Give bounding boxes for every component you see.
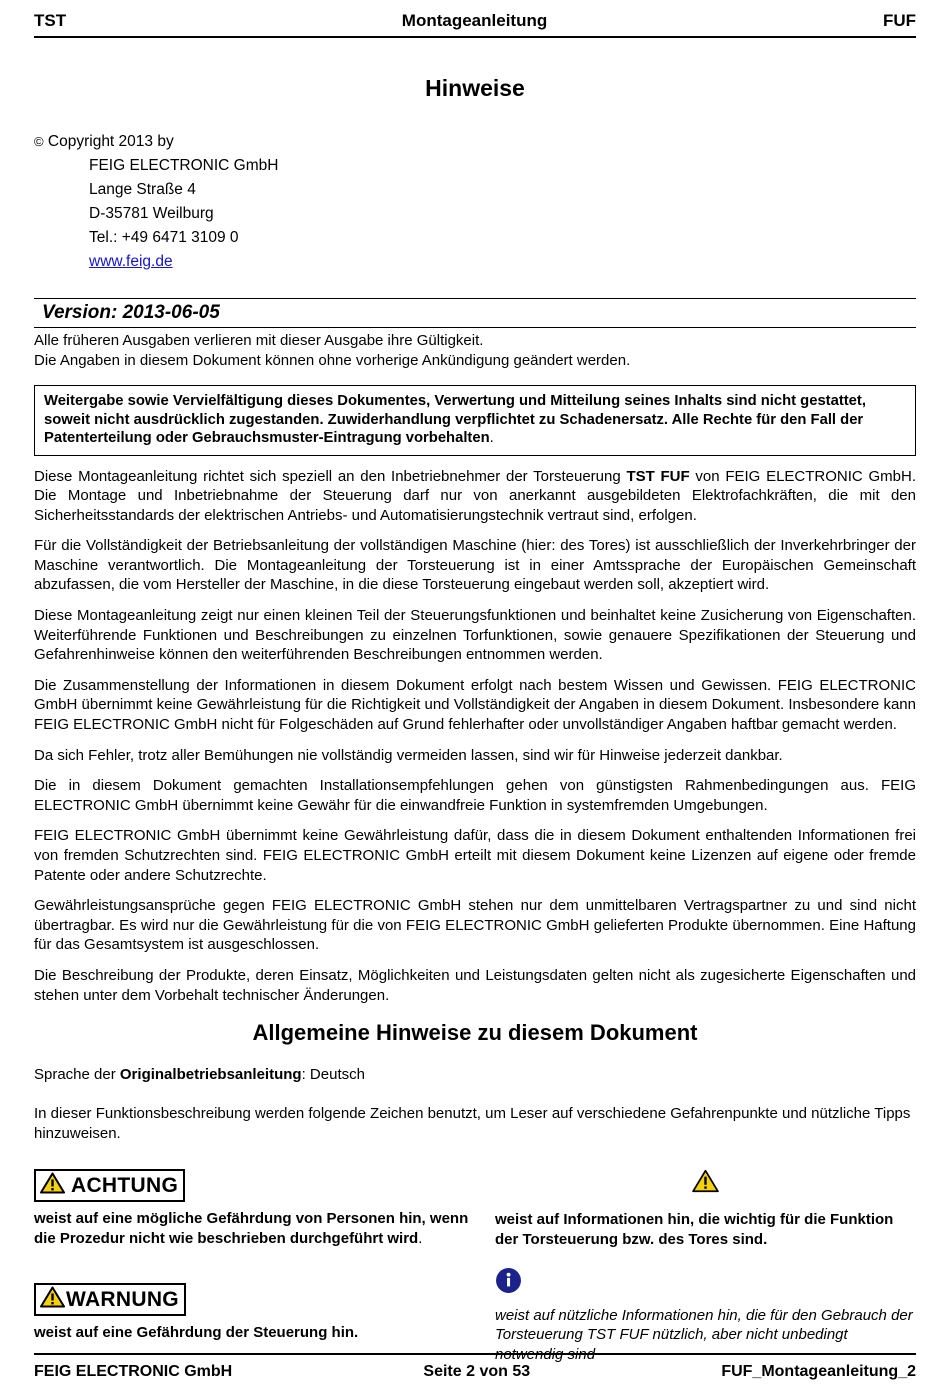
- paragraph-8: Gewährleistungsansprüche gegen FEIG ELECTRONIC GmbH stehen nur dem unmittelbaren Vertragspartner zu und sind nicht übertragbar. Es wird nur die Gewährleistung für die von FEIG ELECTRONIC GmbH gelieferten Produkte übernommen. Eine Haftung für das Gesamtsystem ist ausgeschlossen.: [34, 897, 916, 954]
- achtung-description: [34, 1209, 475, 1248]
- footer-document-id: FUF_Montageanleitung_2: [721, 1363, 916, 1380]
- paragraph-1-part-a: Diese Montageanleitung richtet sich speziell an den Inbetriebnehmer der Torsteuerung: [34, 467, 627, 485]
- copyright-text: Copyright 2013 by: [47, 133, 174, 150]
- paragraph-4: Die Zusammenstellung der Informationen in diesem Dokument erfolgt nach bestem Wissen und Gewissen. FEIG ELECTRONIC GmbH übernimmt keine Gewährleistung für die Richtigkeit und Vollständigkeit der Angaben in diesem Dokument. Insbesondere kann FEIG ELECTRONIC GmbH nicht für Folgeschäden auf Grund fehlerhafter oder unvollständiger Angaben haftbar gemacht werden.: [34, 676, 916, 734]
- company-phone: Tel.: +49 6471 3109 0: [89, 229, 239, 246]
- version-note-2: Die Angaben in diesem Dokument können ohne vorherige Ankündigung geändert werden.: [34, 352, 631, 369]
- paragraph-7: FEIG ELECTRONIC GmbH übernimmt keine Gewährleistung dafür, dass die in diesem Dokument enthaltenden Informationen frei von fremden Schutzrechten sind. FEIG ELECTRONIC GmbH erteilt mit diesem Dokument keine Lizenzen auf eigene oder fremde Patente oder andere Schutzrechte.: [34, 827, 916, 884]
- paragraph-3: Diese Montageanleitung zeigt nur einen kleinen Teil der Steuerungsfunktionen und beinhaltet keine Zusicherung von Eigenschaften. Weiterführende Funktionen und Beschreibungen zu einzelnen Torfunktionen, sowie genauere Spezifikationen der Steuerung und Gefahrenhinweise können den weiterführenden Beschreibungen entnommen werden.: [34, 607, 916, 664]
- header-right-label: FUF: [882, 11, 916, 30]
- copyright-line: [34, 130, 916, 154]
- company-street: Lange Straße 4: [89, 181, 196, 198]
- legend-left-column: [34, 1169, 475, 1364]
- version-notes: [34, 328, 916, 371]
- page-footer: [34, 1353, 916, 1381]
- copyright-symbol: ©: [34, 134, 44, 149]
- version-section: [34, 298, 916, 371]
- legend-right-column: [475, 1169, 916, 1364]
- page-header: [34, 0, 916, 31]
- paragraph-9: Die Beschreibung der Produkte, deren Einsatz, Möglichkeiten und Leistungsdaten gelten nicht als zugesicherte Eigenschaften und stehen unter dem Vorbehalt technischer Änderungen.: [34, 966, 916, 1004]
- paragraph-2: Für die Vollständigkeit der Betriebsanleitung der vollständigen Maschine (hier: des Tores) ist ausschließlich der Inverkehrbringer der Maschine verantwortlich. Die Montageanleitung der Torsteuerung ist in einer Amtssprache der Europäischen Gemeinschaft abzufassen, die vom Hersteller der Maschine, in die diese Torsteuerung eingebaut werden soll, akzeptiert wird.: [34, 537, 916, 594]
- paragraph-6: Die in diesem Dokument gemachten Installationsempfehlungen gehen von günstigsten Rahmenbedingungen aus. FEIG ELECTRONIC GmbH übernimmt keine Gewähr für die einwandfreie Funktion in systemfremden Umgebungen.: [34, 777, 916, 814]
- company-name: FEIG ELECTRONIC GmbH: [89, 157, 279, 174]
- version-label: Version: 2013-06-05: [42, 302, 220, 323]
- achtung-description-bold: weist auf eine mögliche Gefährdung von Personen hin, wenn die Prozedur nicht wie beschrieben durchgeführt wird: [34, 1210, 469, 1247]
- language-suffix: : Deutsch: [301, 1066, 365, 1084]
- achtung-description-tail: .: [418, 1229, 423, 1247]
- achtung-signal-box: [34, 1169, 185, 1202]
- company-city: D-35781 Weilburg: [89, 205, 214, 222]
- paragraph-5: Da sich Fehler, trotz aller Bemühungen nie vollständig vermeiden lassen, sind wir für Hinweise jederzeit dankbar.: [34, 746, 783, 764]
- warnung-signal-box: [34, 1283, 186, 1316]
- legal-notice-tail: .: [489, 430, 494, 446]
- company-website-row: [89, 250, 916, 274]
- warnung-label: WARNUNG: [66, 1287, 179, 1311]
- section-heading: Allgemeine Hinweise zu diesem Dokument: [252, 1020, 698, 1046]
- info-icon: [495, 1281, 522, 1298]
- symbol-legend: [34, 1169, 916, 1364]
- header-center-title: Montageanleitung: [401, 11, 548, 30]
- footer-row: [34, 1355, 916, 1381]
- info-icon-row: [495, 1267, 916, 1299]
- warning-triangle-icon: [692, 1180, 719, 1197]
- product-name-bold: TST FUF: [626, 467, 690, 485]
- language-prefix: Sprache der: [34, 1066, 120, 1084]
- info-important-description: weist auf Informationen hin, die wichtig für die Funktion der Torsteuerung bzw. des Tores sind.: [495, 1211, 894, 1248]
- legend-left-spacer: [34, 1249, 475, 1283]
- header-left-label: TST: [34, 11, 67, 30]
- copyright-block: [34, 130, 916, 274]
- legal-notice-box: [34, 385, 916, 456]
- warnung-description: weist auf eine Gefährdung der Steuerung hin.: [34, 1323, 359, 1341]
- achtung-label: ACHTUNG: [71, 1174, 179, 1198]
- footer-company: FEIG ELECTRONIC GmbH: [34, 1363, 233, 1380]
- info-useful-description: weist auf nützliche Informationen hin, die für den Gebrauch der Torsteuerung TST FUF nützlich, aber nicht unbedingt notwendig sind: [495, 1306, 913, 1363]
- language-bold-term: Originalbetriebsanleitung: [119, 1066, 302, 1084]
- company-website-link[interactable]: www.feig.de: [89, 253, 173, 270]
- footer-page-number: Seite 2 von 53: [423, 1363, 531, 1380]
- page-title: Hinweise: [425, 75, 525, 101]
- warning-triangle-icon: [40, 1172, 65, 1199]
- warning-triangle-icon: [40, 1286, 65, 1313]
- version-note-1: Alle früheren Ausgaben verlieren mit dieser Ausgabe ihre Gültigkeit.: [34, 332, 484, 349]
- legend-intro-text: In dieser Funktionsbeschreibung werden folgende Zeichen benutzt, um Leser auf verschiedene Gefahrenpunkte und nützliche Tipps hinzuweisen.: [34, 1105, 911, 1142]
- legal-notice-text: Weitergabe sowie Vervielfältigung dieses Dokumentes, Verwertung und Mitteilung seines Inhalts sind nicht gestattet, soweit nicht ausdrücklich zugestanden. Zuwiderhandlung verpflichtet zu Schadenersatz. Alle Rechte für den Fall der Patenterteilung oder Gebrauchsmuster-Eintragung vorbehalten: [44, 393, 866, 446]
- paragraph-1: [34, 467, 916, 526]
- attention-triangle-row: [495, 1169, 916, 1203]
- language-line: [34, 1066, 916, 1083]
- paragraph-1-part-b: von FEIG ELECTRONIC GmbH. Die Montage und Inbetriebnahme der Steuerung darf nur von anerkannt ausgebildeten Elektrofachkräften, die mit den Sicherheitsstandards der elektrischen Antriebs- und Automatisierungstechnik vertraut sind, erfolgen.: [34, 467, 916, 524]
- header-divider: [34, 36, 916, 38]
